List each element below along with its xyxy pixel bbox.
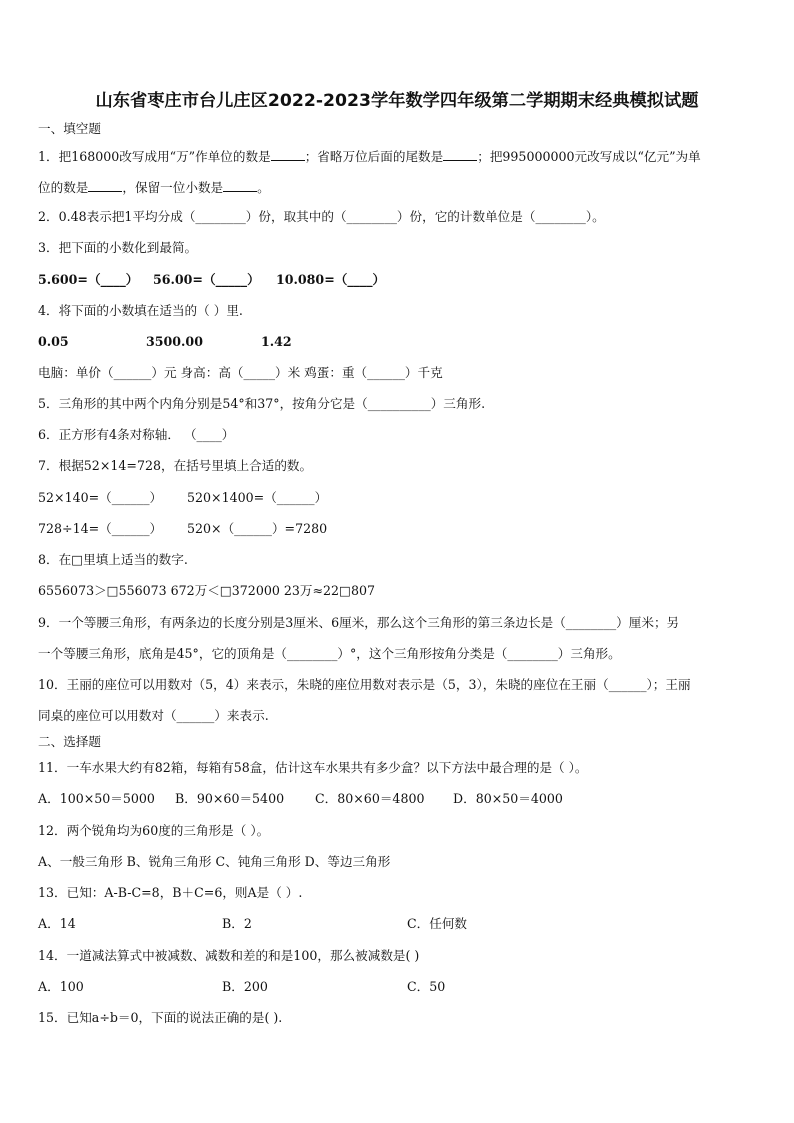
q1-text-c: ；把995000000元改写成以“亿元”为单 xyxy=(477,149,701,164)
question-10-line-1: 10．王丽的座位可以用数对（5，4）来表示，朱晓的座位用数对表示是（5，3），朱晓的座位在王丽（______）；王丽 xyxy=(38,677,691,692)
q1-blank-1[interactable] xyxy=(271,147,305,161)
question-5: 5．三角形的其中两个内角分别是54°和37°，按角分它是（__________）三角形. xyxy=(38,396,486,411)
q1-text-b: ；省略万位后面的尾数是 xyxy=(304,149,444,164)
question-9-line-1: 9．一个等腰三角形，有两条边的长度分别是3厘米、6厘米，那么这个三角形的第三条边长是（________）厘米；另 xyxy=(38,615,680,630)
question-1-line-1 xyxy=(38,147,701,165)
q11-option-b: B．90×60＝5400 xyxy=(175,791,285,806)
question-8: 8．在□里填上适当的数字. xyxy=(38,552,188,567)
question-3: 3．把下面的小数化到最简。 xyxy=(38,240,198,255)
q1-text-e: ，保留一位小数是 xyxy=(122,180,224,195)
q11-option-a: A．100×50＝5000 xyxy=(38,791,155,806)
q1-blank-2[interactable] xyxy=(443,147,477,161)
q4-number-2: 3500.00 xyxy=(146,334,203,349)
q14-option-b: B．200 xyxy=(222,979,268,994)
section-heading-choice: 二、选择题 xyxy=(38,734,101,749)
q14-option-c: C．50 xyxy=(407,979,446,994)
q7-item-a: 52×140=（______） xyxy=(38,490,163,505)
q1-text-f: 。 xyxy=(257,180,270,195)
question-1-line-2 xyxy=(38,178,270,196)
q13-option-c: C．任何数 xyxy=(407,916,468,931)
q4-blanks-line: 电脑：单价（______）元 身高：高（_____）米 鸡蛋：重（______）千克 xyxy=(38,365,443,380)
question-10-line-2: 同桌的座位可以用数对（______）来表示. xyxy=(38,708,269,723)
q4-number-1: 0.05 xyxy=(38,334,69,349)
q3-item-b: 56.00=（_____） xyxy=(153,272,260,287)
question-6: 6．正方形有4条对称轴． （____） xyxy=(38,427,235,442)
q1-blank-3[interactable] xyxy=(88,178,122,192)
q7-item-b: 520×1400=（______） xyxy=(187,490,328,505)
q7-item-d: 520×（______）=7280 xyxy=(187,521,328,536)
q1-blank-4[interactable] xyxy=(223,178,257,192)
question-15: 15．已知a÷b＝0，下面的说法正确的是( ). xyxy=(38,1010,283,1025)
q11-option-d: D．80×50＝4000 xyxy=(453,791,563,806)
question-13: 13．已知：A-B-C=8，B＋C=6，则A是（ ）. xyxy=(38,885,303,900)
q3-item-a: 5.600=（____） xyxy=(38,272,139,287)
q12-options: A、一般三角形 B、锐角三角形 C、钝角三角形 D、等边三角形 xyxy=(38,854,391,869)
page-title: 山东省枣庄市台儿庄区2022-2023学年数学四年级第二学期期末经典模拟试题 xyxy=(95,91,699,111)
section-heading-fill: 一、填空题 xyxy=(38,121,101,136)
q1-text-d: 位的数是 xyxy=(38,180,89,195)
question-14: 14．一道减法算式中被减数、减数和差的和是100，那么被减数是( ) xyxy=(38,948,420,963)
q3-item-c: 10.080=（____） xyxy=(276,272,386,287)
q1-text-a: 1．把168000改写成用“万”作单位的数是 xyxy=(38,149,271,164)
question-9-line-2: 一个等腰三角形，底角是45°，它的顶角是（________）°，这个三角形按角分类是（________）三角形。 xyxy=(38,646,621,661)
question-2: 2．0.48表示把1平均分成（________）份，取其中的（________）份，它的计数单位是（________）。 xyxy=(38,209,605,224)
q13-option-b: B．2 xyxy=(222,916,252,931)
q14-option-a: A．100 xyxy=(38,979,84,994)
q11-option-c: C．80×60＝4800 xyxy=(315,791,425,806)
q7-item-c: 728÷14=（______） xyxy=(38,521,163,536)
question-12: 12．两个锐角均为60度的三角形是（ ）。 xyxy=(38,823,270,838)
question-7: 7．根据52×14=728，在括号里填上合适的数。 xyxy=(38,458,313,473)
q13-option-a: A．14 xyxy=(38,916,76,931)
q8-items: 6556073＞□556073 672万＜□372000 23万≈22□807 xyxy=(38,583,375,598)
q4-number-3: 1.42 xyxy=(261,334,292,349)
question-11: 11．一车水果大约有82箱，每箱有58盒，估计这车水果共有多少盒？以下方法中最合理的是（ ）。 xyxy=(38,760,588,775)
question-4: 4．将下面的小数填在适当的（ ）里. xyxy=(38,303,243,318)
